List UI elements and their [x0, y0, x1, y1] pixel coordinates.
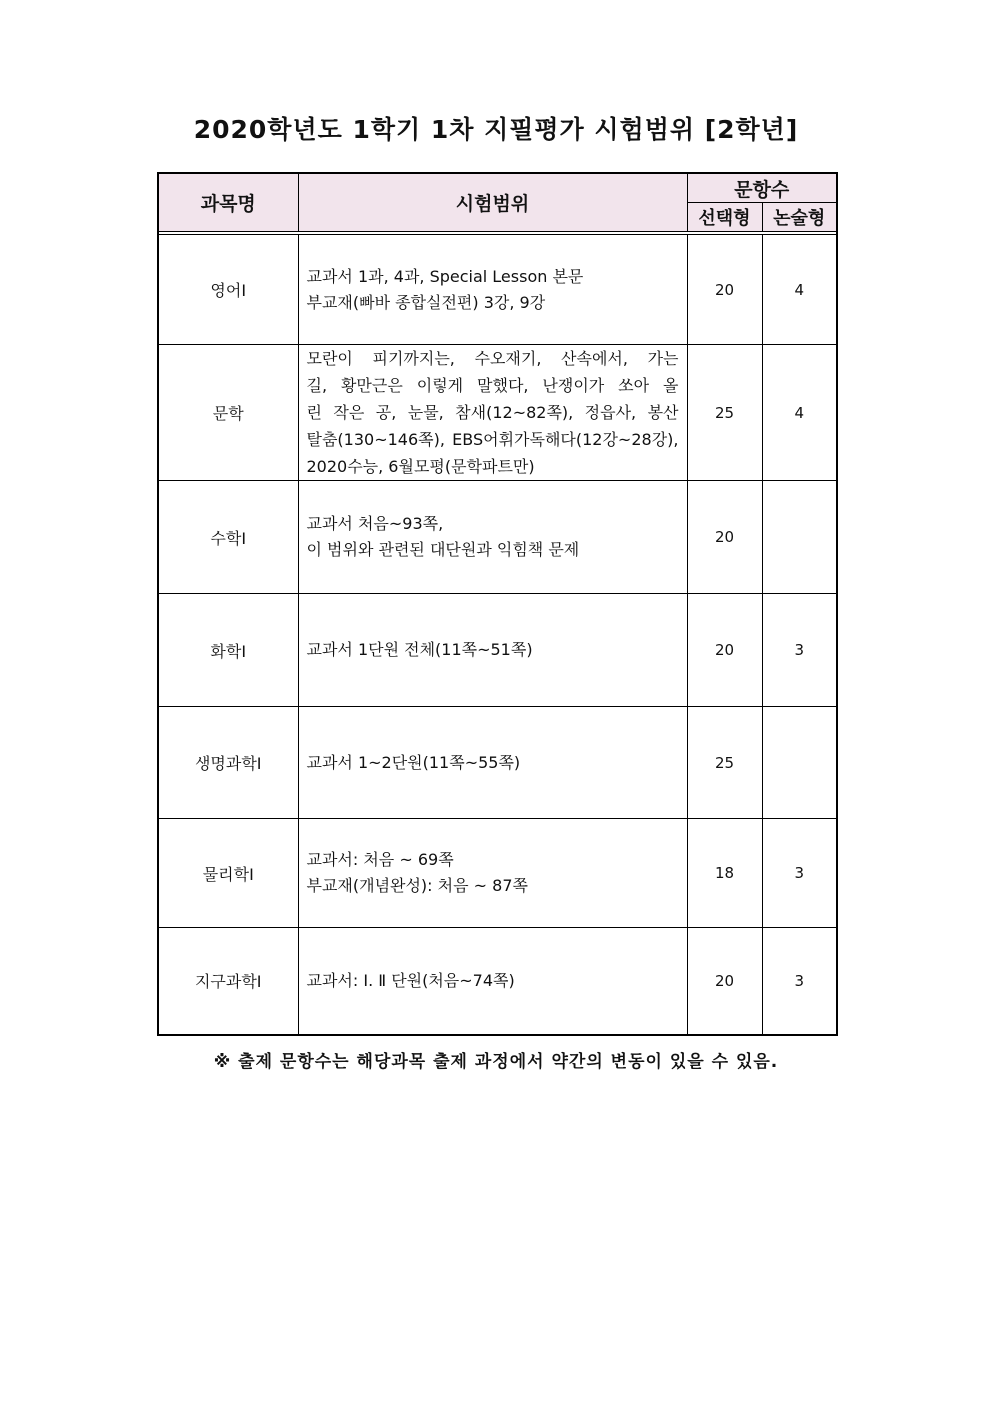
range-line: 교과서 1과, 4과, Special Lesson 본문: [306, 266, 584, 286]
range-cell: [298, 928, 687, 1035]
mc-count-cell: 20: [687, 594, 762, 707]
range-line: 모란이 피기까지는, 수오재기, 산속에서, 가는: [306, 349, 679, 368]
range-line: 이 범위와 관련된 대단원과 익힘책 문제: [306, 540, 580, 559]
header-multiple-choice: 선택형: [687, 203, 762, 232]
table-row: [158, 707, 837, 819]
range-line: 부교재(개념완성): 처음 ~ 87쪽: [306, 876, 528, 895]
subject-cell: 문학: [158, 345, 298, 481]
header-range: 시험범위: [298, 173, 687, 232]
range-line: 교과서 처음~93쪽,: [306, 514, 444, 533]
mc-count-cell: 20: [687, 928, 762, 1035]
range-line: 교과서 1~2단원(11쪽~55쪽): [306, 752, 521, 772]
essay-count-cell: [762, 481, 837, 594]
essay-count-cell: 4: [762, 235, 837, 345]
table-row: [158, 481, 837, 594]
range-line: 교과서: Ⅰ. Ⅱ 단원(처음~74쪽): [306, 970, 515, 990]
table-row: [158, 594, 837, 707]
header-essay: 논술형: [762, 203, 837, 232]
range-line: 2020수능, 6월모평(문학파트만): [306, 457, 535, 476]
page-title: 2020학년도 1학기 1차 지필평가 시험범위 [2학년]: [193, 115, 799, 144]
subject-cell: 물리학Ⅰ: [158, 819, 298, 928]
essay-count-cell: 3: [762, 928, 837, 1035]
exam-range-table: [157, 172, 838, 1036]
mc-count-cell: 25: [687, 707, 762, 819]
essay-count-cell: 4: [762, 345, 837, 481]
range-line: 교과서 1단원 전체(11쪽~51쪽): [306, 640, 533, 659]
essay-count-cell: [762, 707, 837, 819]
footnote: ※ 출제 문항수는 해당과목 출제 과정에서 약간의 변동이 있을 수 있음.: [213, 1052, 779, 1072]
subject-cell: 지구과학Ⅰ: [158, 928, 298, 1035]
range-cell: [298, 481, 687, 594]
mc-count-cell: 18: [687, 819, 762, 928]
essay-count-cell: 3: [762, 819, 837, 928]
subject-cell: 생명과학Ⅰ: [158, 707, 298, 819]
table-row: [158, 928, 837, 1035]
range-cell: [298, 594, 687, 707]
subject-cell: 영어Ⅰ: [158, 235, 298, 345]
subject-cell: 화학Ⅰ: [158, 594, 298, 707]
range-line: 길, 황만근은 이렇게 말했다, 난쟁이가 쏘아 올: [306, 376, 679, 395]
range-cell: [298, 345, 687, 481]
table-row: [158, 235, 837, 345]
mc-count-cell: 25: [687, 345, 762, 481]
range-line: 탈춤(130~146쪽), EBS어휘가독해다(12강~28강),: [306, 430, 679, 449]
range-line: 린 작은 공, 눈물, 참새(12~82쪽), 정읍사, 봉산: [306, 403, 679, 422]
range-cell: [298, 707, 687, 819]
subject-cell: 수학Ⅰ: [158, 481, 298, 594]
header-subject: 과목명: [158, 173, 298, 232]
table-row: [158, 345, 837, 481]
range-line: 부교재(빠바 종합실전편) 3강, 9강: [306, 292, 546, 312]
mc-count-cell: 20: [687, 235, 762, 345]
range-cell: [298, 819, 687, 928]
essay-count-cell: 3: [762, 594, 837, 707]
range-cell: [298, 235, 687, 345]
mc-count-cell: 20: [687, 481, 762, 594]
table-row: [158, 819, 837, 928]
range-line: 교과서: 처음 ~ 69쪽: [306, 850, 454, 869]
header-question-count: 문항수: [687, 173, 837, 203]
